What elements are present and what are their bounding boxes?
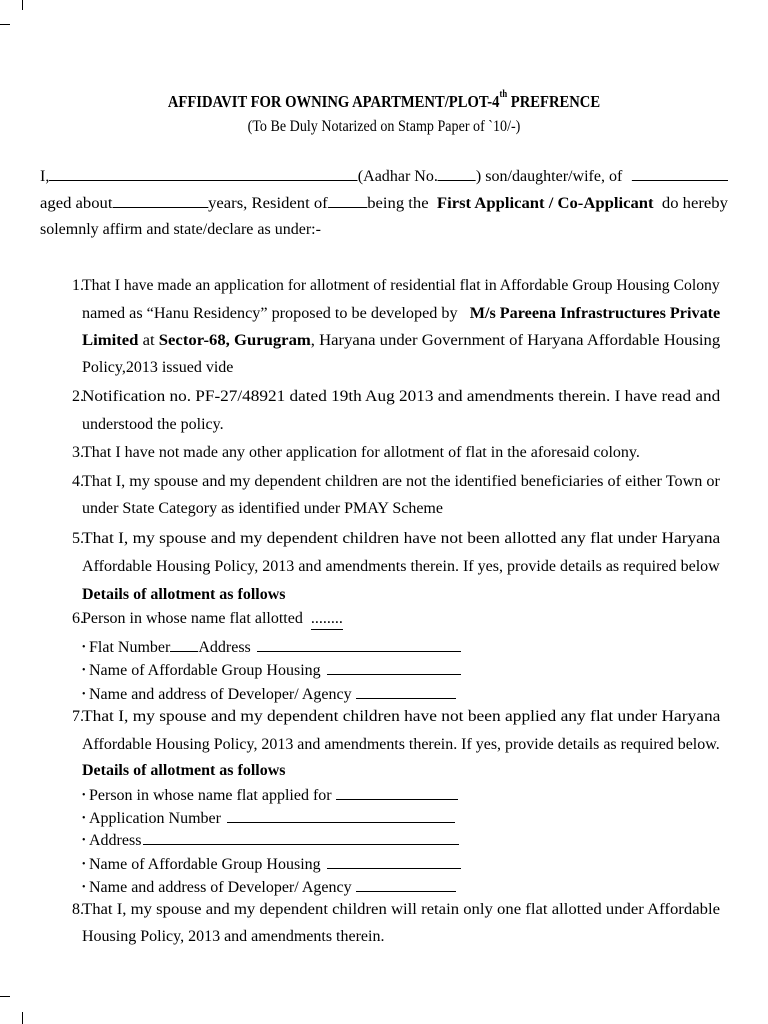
intro-i: I, [40,168,50,185]
developer-agency-blank [356,684,456,699]
bullet-glyph: • [82,835,86,847]
item-1-line-2: named as “Hanu Residency” proposed to be developed by M/s Pareena Infrastructures Private [82,305,721,322]
relation-blank [632,166,728,181]
item-number-8: 8. [72,901,84,918]
item-5-line-1: That I, my spouse and my dependent children have not been allotted any flat under Haryana [82,530,721,547]
allottee-dotted-blank: ........ [311,609,343,630]
intro-line-1 [40,166,728,187]
flat-number-blank [170,637,198,652]
location-name: Sector-68, Gurugram [158,332,311,349]
intro-years: years, Resident of [208,195,328,212]
item-4-line-2: under State Category as identified under PMAY Scheme [82,500,443,517]
flat-address-blank [257,637,461,652]
details-heading-2: Details of allotment as follows [82,762,286,779]
intro-line-2 [40,193,728,214]
item-4-line-1: That I, my spouse and my dependent children are not the identified beneficiaries of either Town or [82,473,720,490]
bullet-flat-number: • Flat Number Address [82,637,461,658]
bullet-glyph: • [82,642,86,654]
item-number-4: 4. [72,473,84,490]
item-8-line-1: That I, my spouse and my dependent children will retain only one flat allotted under Affordable [82,901,720,918]
title-main: AFFIDAVIT FOR OWNING APARTMENT/PLOT-4 [167,92,500,111]
bullet-glyph: • [82,665,86,677]
name-blank [49,166,357,181]
page-subtitle: (To Be Duly Notarized on Stamp Paper of `10/-) [247,118,521,135]
item-1-line-1: That I have made an application for allotment of residential flat in Affordable Group Housing Colony [82,277,720,294]
item-8-line-2: Housing Policy, 2013 and amendments therein. [82,928,385,945]
item-5-line-2: Affordable Housing Policy, 2013 and amendments therein. If yes, provide details as required below [82,558,720,575]
intro-hereby: do hereby [661,195,728,212]
application-number-blank [227,808,455,823]
intro-line-3: solemnly affirm and state/declare as under:- [40,221,321,238]
residence-blank [328,193,367,208]
item-number-2: 2. [72,388,84,405]
bullet-developer-agency-2: • Name and address of Developer/ Agency [82,877,456,898]
bullet-glyph: • [82,813,86,825]
item-7-line-1: That I, my spouse and my dependent children have not been applied any flat under Haryana [82,708,721,725]
bullet-glyph: • [82,689,86,701]
bullet-glyph: • [82,859,86,871]
item-number-1: 1. [72,277,84,294]
item-number-7: 7. [72,708,84,725]
item-3-line-1: That I have not made any other application for allotment of flat in the aforesaid colony. [82,444,640,461]
item-number-3: 3. [72,444,84,461]
bullet-glyph: • [82,882,86,894]
details-heading-1: Details of allotment as follows [82,586,286,603]
intro-applicant: First Applicant / Co-Applicant [436,195,654,212]
item-2-line-2: understood the policy. [82,416,224,433]
title-end: PREFRENCE [507,92,601,111]
group-housing-blank [327,660,461,675]
item-2-line-1: Notification no. PF-27/48921 dated 19th Aug 2013 and amendments therein. I have read and [82,388,721,405]
bullet-application-number: • Application Number [82,808,455,829]
item-number-5: 5. [72,530,84,547]
intro-aged: aged about [40,195,113,212]
age-blank [112,193,208,208]
item-7-line-2: Affordable Housing Policy, 2013 and amendments therein. If yes, provide details as required below. [82,736,720,753]
group-housing-blank-2 [327,854,461,869]
bullet-group-housing-2: • Name of Affordable Group Housing [82,854,461,875]
item-1-line-3: Limited at Sector-68, Gurugram, Haryana under Government of Haryana Affordable Housing [82,332,721,349]
bullet-applicant-name: • Person in whose name flat applied for [82,785,458,806]
item-6-line-1: Person in whose name flat allotted ........ [82,609,343,630]
bullet-developer-agency: • Name and address of Developer/ Agency [82,684,456,705]
intro-aadhar: (Aadhar No. [357,168,438,185]
item-1-line-4: Policy,2013 issued vide [82,359,234,376]
intro-being: being the [367,195,429,212]
aadhar-blank [438,166,476,181]
intro-relation: ) son/daughter/wife, of [475,168,623,185]
address-blank [143,830,459,845]
title-superscript: th [499,89,508,100]
applicant-name-blank [336,785,458,800]
developer-agency-blank-2 [356,877,456,892]
page-title [54,89,714,112]
bullet-group-housing: • Name of Affordable Group Housing [82,660,461,681]
developer-name: M/s Pareena Infrastructures Private [469,305,721,322]
bullet-glyph: • [82,790,86,802]
item-number-6: 6. [72,610,84,627]
bullet-address: • Address [82,830,459,851]
